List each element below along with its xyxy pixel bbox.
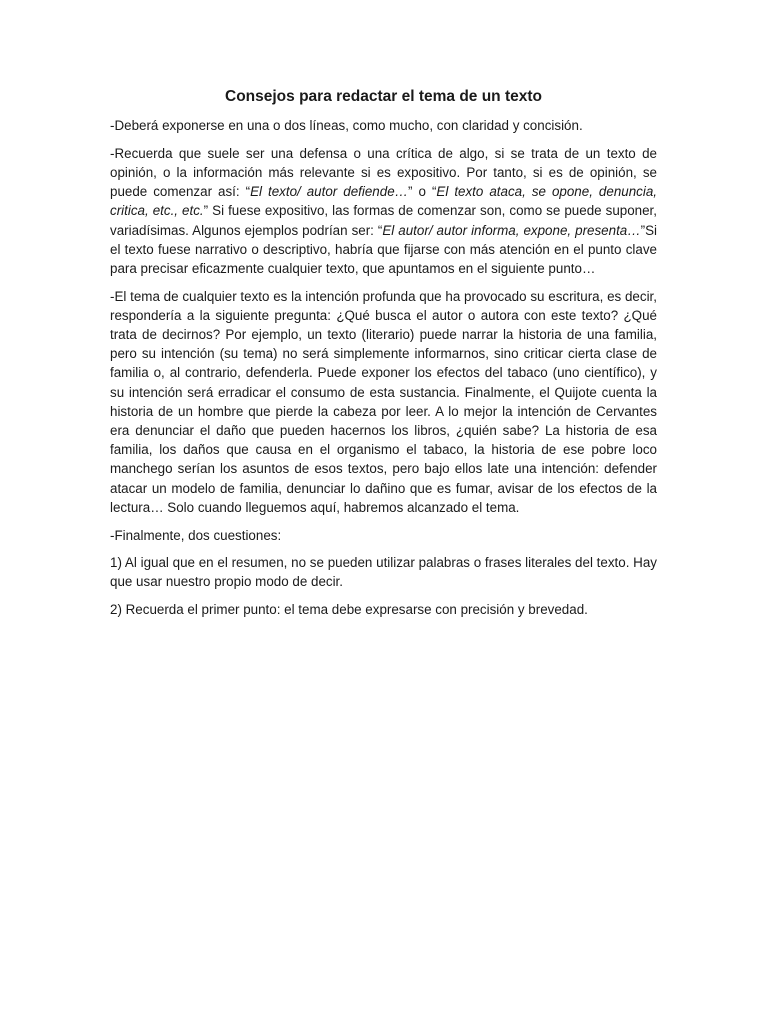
paragraph-1: -Deberá exponerse en una o dos líneas, como mucho, con claridad y concisión.	[110, 118, 583, 133]
paragraph-3: -El tema de cualquier texto es la intención profunda que ha provocado su escritura, es decir, respondería a la siguiente pregunta: ¿Qué busca el autor o autora con este texto? ¿Qué trata de decirnos? Por ejemplo, un texto (literario) puede narrar la historia de una familia, pero su intención (su tema) no será simplemente informarnos, sino criticar cierta clase de familia o, al contrario, defenderla. Puede exponer los efectos del tabaco (uno científico), y su intención será erradicar el consumo de esta sustancia. Finalmente, el Quijote cuenta la historia de un hombre que pierde la cabeza por leer. A lo mejor la intención de Cervantes era denunciar el daño que pueden hacernos los libros, ¿quién sabe? La historia de esa familia, los daños que causa en el organismo el tabaco, la historia de ese pobre loco manchego serían los asuntos de esos textos, pero bajo ellos late una intención: defender atacar un modelo de familia, denunciar lo dañino que es fumar, avisar de los efectos de la lectura… Solo cuando lleguemos aquí, habremos alcanzado el tema.	[110, 288, 657, 515]
paragraph-2-italic-f: El autor/ autor informa, expone, presenta…	[382, 222, 641, 238]
paragraph-6: 2) Recuerda el primer punto: el tema debe expresarse con precisión y brevedad.	[110, 602, 588, 618]
paragraph-2-text-a: -Recuerda que suele ser una defensa o una crítica de algo, si se trata de un texto de opinión, o la información más relevante si es expositivo. Por tanto, si es de opinión, se puede comenzar así: “	[110, 145, 657, 200]
document-page	[110, 86, 657, 628]
paragraph-2-text-e: ” Si fuese expositivo, las formas de comenzar son, como se puede suponer, variadísimas. Algunos ejemplos podrían ser: “	[110, 203, 657, 238]
paragraph-2-text-g: ”Si el texto fuese narrativo o descriptivo, habría que fijarse con más atención en el punto clave para precisar eficazmente cualquier texto, que apuntamos en el siguiente punto…	[110, 222, 657, 276]
paragraph-2-italic-d: El texto ataca, se opone, denuncia, critica, etc., etc.	[110, 184, 657, 219]
paragraph-5: 1) Al igual que en el resumen, no se pueden utilizar palabras o frases literales del texto. Hay que usar nuestro propio modo de decir.	[110, 555, 657, 590]
paragraph-4: -Finalmente, dos cuestiones:	[110, 527, 282, 543]
page-title: Consejos para redactar el tema de un texto	[225, 88, 542, 105]
paragraph-2-italic-b: El texto/ autor defiende…	[250, 184, 409, 200]
paragraph-2	[110, 144, 657, 278]
paragraph-2-text-c: ” o “	[408, 184, 437, 200]
